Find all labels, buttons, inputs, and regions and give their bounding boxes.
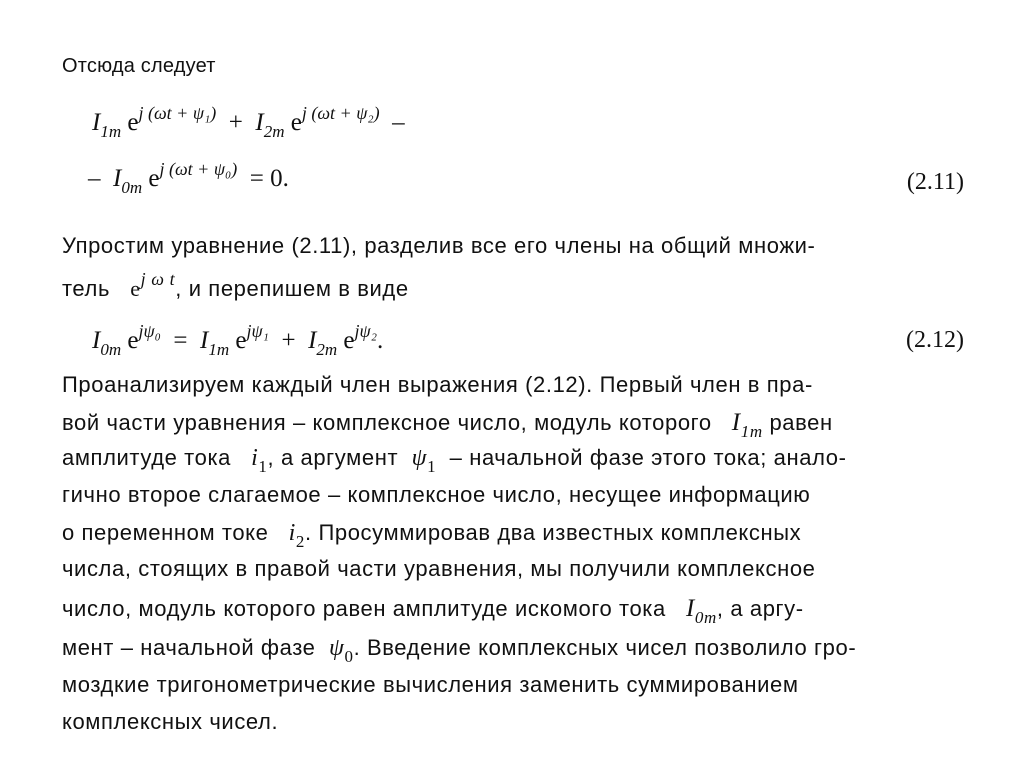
eq212-rhs2-sub: 2m [316, 340, 338, 359]
equation-2-11-line-2 [88, 160, 289, 196]
var-I0m-base: I [685, 595, 695, 622]
eq212-period: . [376, 327, 384, 354]
eq211-plus: + [228, 109, 243, 136]
eq212-lhs-e: e [127, 327, 139, 354]
para2-l2-text-b: равен [769, 410, 833, 435]
paragraph-2-line-4: гично второе слагаемое – комплексное число, несущее информацию [62, 482, 811, 507]
eq211-term0-exp: j (ωt + ψ₀) [159, 159, 238, 179]
eq212-rhs1-base: I [200, 327, 209, 354]
eq212-lhs-exp: jψ₀ [138, 321, 161, 341]
var-i1-sub: 1 [258, 457, 268, 476]
var-psi1-base: ψ [411, 445, 428, 471]
eq211-leading-minus: – [88, 165, 101, 192]
eq212-rhs1-exp: jψ₁ [246, 321, 269, 341]
paragraph-2-line-6: числа, стоящих в правой части уравнения, мы получили комплексное [62, 556, 816, 581]
equation-2-12 [92, 322, 383, 358]
para1-exp-base: e [130, 276, 141, 301]
paragraph-1-line-2 [62, 270, 409, 300]
eq211-term0-e: e [148, 165, 160, 192]
para2-l8-text-a: мент – начальной фазе [62, 635, 316, 660]
eq212-rhs2-base: I [308, 327, 317, 354]
eq212-rhs1-sub: 1m [208, 340, 230, 359]
eq211-term2-sub: 2m [263, 122, 285, 141]
var-i1-base: i [251, 445, 259, 471]
eq211-term2-base: I [255, 109, 264, 136]
para1-text-b: , и перепишем в виде [175, 276, 409, 301]
eq212-equals: = [173, 327, 188, 354]
var-psi0-base: ψ [328, 635, 345, 661]
paragraph-2-line-9: моздкие тригонометрические вычисления заменить суммированием [62, 672, 799, 697]
eq212-rhs2-exp: jψ₂ [354, 321, 377, 341]
intro-text: Отсюда следует [62, 55, 216, 77]
para1-exp: j ω t [140, 269, 176, 289]
eq211-term2-e: e [290, 109, 302, 136]
eq211-term0-base: I [113, 165, 122, 192]
para2-l3-text-c: – начальной фазе этого тока; анало- [449, 445, 847, 470]
eq212-rhs2-e: e [343, 327, 355, 354]
paragraph-2-line-5 [62, 521, 801, 550]
para2-l5-text-b: . Просуммировав два известных комплексных [305, 520, 802, 545]
equation-number-2-12: (2.12) [906, 327, 964, 353]
para2-l8-text-b: . Введение комплексных чисел позволило гро- [353, 635, 857, 660]
eq212-rhs1-e: e [235, 327, 247, 354]
para2-l7-text-b: , а аргу- [716, 596, 804, 621]
paragraph-2-line-8 [62, 636, 856, 665]
para1-text-a: тель [62, 276, 111, 301]
paragraph-2-line-7 [62, 596, 804, 626]
eq211-equals-zero: = 0. [249, 165, 289, 192]
eq212-lhs-sub: 0m [100, 340, 122, 359]
var-i2-sub: 2 [295, 532, 306, 551]
paragraph-2-line-2 [62, 410, 833, 440]
para2-l7-text-a: число, модуль которого равен амплитуде искомого тока [62, 596, 666, 621]
para2-l3-text-b: , а аргумент [267, 445, 399, 470]
para2-l2-text-a: вой части уравнения – комплексное число, модуль которого [62, 410, 712, 435]
var-psi1-sub: 1 [427, 457, 437, 476]
eq211-term1-base: I [92, 109, 101, 136]
paragraph-2-line-3 [62, 446, 847, 475]
para2-l5-text-a: о переменном токе [62, 520, 269, 545]
paragraph-1-line-1: Упростим уравнение (2.11), разделив все его члены на общий множи- [62, 233, 816, 258]
eq211-term1-sub: 1m [100, 122, 122, 141]
paragraph-2-line-10: комплексных чисел. [62, 709, 279, 734]
equation-number-2-11: (2.11) [906, 169, 964, 195]
eq211-term1-exp: j (ωt + ψ₁) [138, 103, 217, 123]
eq211-term2-exp: j (ωt + ψ₂) [301, 103, 380, 123]
var-i2-base: i [288, 520, 296, 546]
eq211-trailing-minus: – [392, 109, 405, 136]
eq212-plus: + [281, 327, 296, 354]
eq211-term1-e: e [127, 109, 139, 136]
paragraph-2-line-1: Проанализируем каждый член выражения (2.12). Первый член в пра- [62, 372, 813, 397]
var-I1m-sub: 1m [740, 422, 763, 441]
eq211-term0-sub: 0m [121, 178, 143, 197]
equation-2-11-line-1 [92, 104, 405, 140]
eq212-lhs-base: I [92, 327, 101, 354]
var-I0m-sub: 0m [694, 608, 717, 627]
para2-l3-text-a: амплитуде тока [62, 445, 231, 470]
var-I1m-base: I [731, 409, 741, 436]
var-psi0-sub: 0 [344, 647, 354, 666]
